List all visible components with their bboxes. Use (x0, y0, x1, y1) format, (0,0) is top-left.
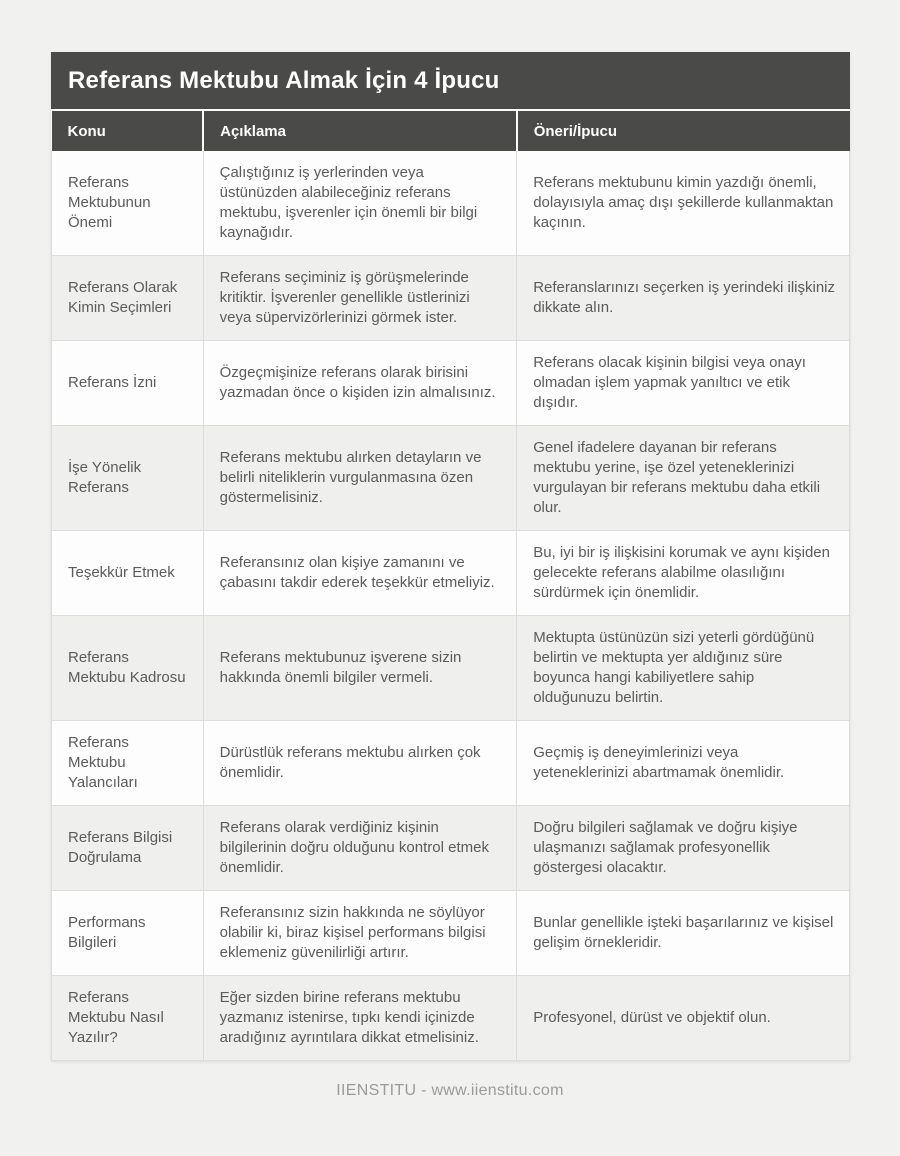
cell-konu: Teşekkür Etmek (52, 531, 204, 616)
cell-oneri: Referans mektubunu kimin yazdığı önemli, dolayısıyla amaç dışı şekillerde kullanmaktan kaçının. (517, 151, 850, 256)
table-row (52, 891, 850, 976)
column-header-oneri: Öneri/İpucu (517, 111, 850, 151)
cell-oneri: Profesyonel, dürüst ve objektif olun. (517, 976, 850, 1061)
tips-table (51, 111, 850, 1061)
cell-oneri: Geçmiş iş deneyimlerinizi veya yeteneklerinizi abartmamak önemlidir. (517, 721, 850, 806)
cell-konu: Referans Mektubu Nasıl Yazılır? (52, 976, 204, 1061)
cell-oneri: Doğru bilgileri sağlamak ve doğru kişiye ulaşmanızı sağlamak profesyonellik göstergesi olacaktır. (517, 806, 850, 891)
cell-oneri: Mektupta üstünüzün sizi yeterli gördüğünü belirtin ve mektupta yer aldığınız süre boyunca hangi kabiliyetlere sahip olduğunuzu belirtin. (517, 616, 850, 721)
cell-konu: Referans İzni (52, 341, 204, 426)
cell-aciklama: Referans mektubu alırken detayların ve belirli niteliklerin vurgulanmasına özen göstermelisiniz. (203, 426, 517, 531)
column-header-aciklama: Açıklama (203, 111, 517, 151)
cell-oneri: Referanslarınızı seçerken iş yerindeki ilişkiniz dikkate alın. (517, 256, 850, 341)
cell-konu: Performans Bilgileri (52, 891, 204, 976)
cell-konu: Referans Mektubunun Önemi (52, 151, 204, 256)
cell-aciklama: Referans mektubunuz işverene sizin hakkında önemli bilgiler vermeli. (203, 616, 517, 721)
table-row (52, 151, 850, 256)
table-row (52, 616, 850, 721)
cell-oneri: Genel ifadelere dayanan bir referans mektubu yerine, işe özel yeteneklerinizi vurgulayan bir referans mektubu daha etkili olur. (517, 426, 850, 531)
cell-aciklama: Eğer sizden birine referans mektubu yazmanız istenirse, tıpkı kendi içinizde aradığınız ayrıntılara dikkat etmelisiniz. (203, 976, 517, 1061)
cell-konu: Referans Bilgisi Doğrulama (52, 806, 204, 891)
cell-oneri: Bunlar genellikle işteki başarılarınız ve kişisel gelişim örnekleridir. (517, 891, 850, 976)
table-row (52, 256, 850, 341)
table-row (52, 531, 850, 616)
cell-konu: Referans Olarak Kimin Seçimleri (52, 256, 204, 341)
cell-konu: Referans Mektubu Kadrosu (52, 616, 204, 721)
cell-aciklama: Referans olarak verdiğiniz kişinin bilgilerinin doğru olduğunu kontrol etmek önemlidir. (203, 806, 517, 891)
table-body (52, 151, 850, 1061)
cell-aciklama: Referansınız sizin hakkında ne söylüyor olabilir ki, biraz kişisel performans bilgisi eklemeniz güvenilirliği artırır. (203, 891, 517, 976)
table-header (52, 111, 850, 151)
cell-konu: İşe Yönelik Referans (52, 426, 204, 531)
table-header-row (52, 111, 850, 151)
table-row (52, 341, 850, 426)
page-title: Referans Mektubu Almak İçin 4 İpucu (51, 52, 850, 111)
tips-table-card (51, 52, 850, 1061)
cell-aciklama: Çalıştığınız iş yerlerinden veya üstünüzden alabileceğiniz referans mektubu, işverenler için önemli bir bilgi kaynağıdır. (203, 151, 517, 256)
cell-aciklama: Dürüstlük referans mektubu alırken çok önemlidir. (203, 721, 517, 806)
cell-oneri: Referans olacak kişinin bilgisi veya onayı olmadan işlem yapmak yanıltıcı ve etik dışıdır. (517, 341, 850, 426)
cell-aciklama: Referans seçiminiz iş görüşmelerinde kritiktir. İşverenler genellikle üstlerinizi veya süpervizörlerinizi görmek ister. (203, 256, 517, 341)
cell-konu: Referans Mektubu Yalancıları (52, 721, 204, 806)
cell-aciklama: Özgeçmişinize referans olarak birisini yazmadan önce o kişiden izin almalısınız. (203, 341, 517, 426)
table-row (52, 976, 850, 1061)
cell-aciklama: Referansınız olan kişiye zamanını ve çabasını takdir ederek teşekkür etmeliyiz. (203, 531, 517, 616)
column-header-konu: Konu (52, 111, 204, 151)
footer-credit: IIENSTITU - www.iienstitu.com (336, 1082, 564, 1099)
table-row (52, 806, 850, 891)
table-row (52, 721, 850, 806)
cell-oneri: Bu, iyi bir iş ilişkisini korumak ve aynı kişiden gelecekte referans alabilme olasılığını sürdürmek için önemlidir. (517, 531, 850, 616)
table-row (52, 426, 850, 531)
